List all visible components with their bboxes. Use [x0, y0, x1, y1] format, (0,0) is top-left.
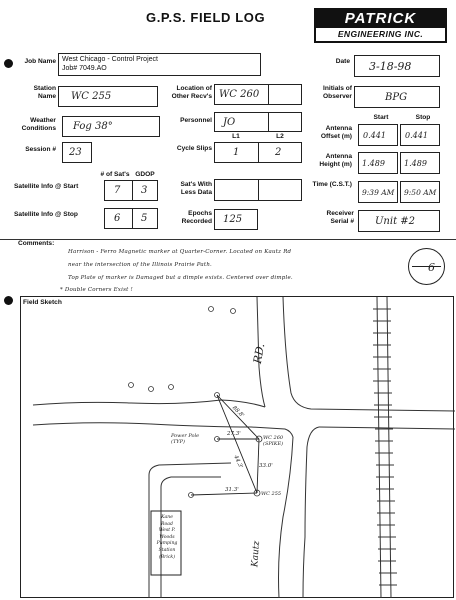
- antenna-offset-start-field[interactable]: [358, 124, 398, 146]
- comments-top-rule: [0, 239, 456, 240]
- antenna-height-start-field[interactable]: [358, 152, 398, 174]
- receiver-serial-label: Receiver Serial #: [326, 210, 354, 225]
- time-label: Time (C.S.T.): [312, 181, 352, 188]
- distance-1: 88.8': [230, 405, 245, 419]
- cycle-l2-header: L2: [276, 133, 284, 140]
- epochs-value: 125: [223, 214, 243, 225]
- job-name-value: West Chicago - Control Project: [62, 56, 158, 63]
- cycle-l1-header: L1: [232, 133, 240, 140]
- distance-4: 31.3': [225, 487, 239, 493]
- comment-circle-number: 6: [428, 261, 435, 274]
- job-number-value: Job# 7049.AO: [62, 65, 107, 72]
- weather-field[interactable]: [62, 116, 160, 137]
- antenna-height-label: Antenna Height (m): [319, 153, 352, 168]
- time-start-value: 9:39 AM: [362, 188, 395, 197]
- sats-less-data-field[interactable]: [214, 179, 302, 201]
- comment-line-3: Top Plate of marker is Damaged but a dimple exists. Centered over dimple.: [68, 275, 293, 281]
- sat-start-sats-value: 7: [114, 185, 121, 196]
- other-recv-value: WC 260: [219, 89, 260, 100]
- road-name-kautz: Kautz: [250, 540, 263, 568]
- sign-line-2: Road: [161, 521, 173, 527]
- job-name-label: Job Name: [24, 58, 56, 65]
- cycle-l1-value: 1: [233, 147, 240, 158]
- field-sketch-drawing: [21, 297, 455, 599]
- epochs-label: Epochs Recorded: [181, 210, 212, 225]
- sign-line-7: (Brick): [159, 554, 175, 560]
- road-label: RD.: [250, 342, 268, 365]
- weather-label: Weather Conditions: [21, 117, 56, 132]
- station-name-label: Station Name: [33, 85, 56, 100]
- gdop-column-header: GDOP: [135, 171, 155, 178]
- job-name-field[interactable]: [58, 53, 261, 76]
- sign-line-4: Woods: [159, 534, 175, 540]
- date-value: 3-18-98: [369, 60, 412, 73]
- antenna-offset-label: Antenna Offset (m): [320, 125, 352, 140]
- sat-start-gdop-value: 3: [141, 185, 148, 196]
- distance-5: 44.3': [232, 454, 244, 470]
- receiver-serial-value: Unit #2: [375, 216, 416, 227]
- sat-stop-sats-value: 6: [114, 213, 121, 224]
- weather-value: Fog 38°: [73, 121, 113, 132]
- personnel-field[interactable]: [214, 112, 302, 132]
- antenna-start-header: Start: [373, 114, 389, 121]
- comment-circle: [408, 248, 445, 285]
- comments-label: Comments:: [18, 240, 55, 247]
- session-value: 23: [69, 147, 82, 158]
- time-stop-value: 9:50 AM: [404, 188, 437, 197]
- form-title: G.P.S. FIELD LOG: [146, 10, 266, 25]
- personnel-value: JO: [223, 117, 236, 128]
- personnel-label: Personnel: [180, 117, 212, 124]
- sat-info-stop-field[interactable]: [104, 208, 158, 229]
- initials-field[interactable]: [354, 86, 440, 108]
- antenna-offset-stop-value: 0.441: [405, 131, 428, 140]
- logo-line1: PATRICK: [316, 10, 445, 28]
- time-stop-field[interactable]: [400, 181, 440, 203]
- sats-less-data-label: Sat's With Less Data: [180, 181, 212, 196]
- sign-line-6: Station: [158, 547, 176, 553]
- power-pole-label: Power Pole (TYP): [171, 433, 200, 445]
- building-sign: [153, 515, 181, 561]
- sat-info-start-field[interactable]: [104, 180, 158, 201]
- date-field[interactable]: [354, 55, 440, 77]
- logo-line2: ENGINEERING INC.: [337, 29, 424, 39]
- cycle-slips-field[interactable]: [214, 142, 302, 163]
- antenna-height-stop-value: 1.489: [404, 159, 427, 168]
- epochs-field[interactable]: [214, 209, 258, 230]
- comment-line-2: near the intersection of the Illinois Prairie Path.: [68, 262, 213, 268]
- comment-line-1: Harrison - Ferro Magnetic marker at Quarter-Corner. Located on Kautz Rd: [68, 249, 292, 255]
- initials-value: BPG: [385, 92, 408, 103]
- antenna-stop-header: Stop: [415, 114, 431, 121]
- cycle-slips-label: Cycle Slips: [176, 145, 212, 152]
- other-recv-label: Location of Other Recv's: [171, 85, 212, 100]
- sign-line-5: Pumping: [156, 541, 178, 547]
- company-logo: [314, 8, 447, 43]
- sat-info-stop-label: Satellite Info @ Stop: [14, 211, 78, 218]
- sign-line-1: Kane: [161, 515, 173, 520]
- antenna-offset-stop-field[interactable]: [400, 124, 440, 146]
- antenna-offset-start-value: 0.441: [363, 131, 386, 140]
- sat-info-start-label: Satellite Info @ Start: [14, 183, 79, 190]
- station-name-value: WC 255: [71, 91, 112, 102]
- registration-dot-top: [4, 59, 13, 68]
- registration-dot-bottom: [4, 296, 13, 305]
- time-start-field[interactable]: [358, 181, 398, 203]
- field-sketch-label: Field Sketch: [23, 299, 62, 306]
- antenna-height-stop-field[interactable]: [400, 152, 440, 174]
- antenna-height-start-value: 1.489: [362, 159, 385, 168]
- field-sketch-area[interactable]: [20, 296, 454, 598]
- comment-line-4: * Double Corners Exist !: [60, 287, 133, 293]
- date-label: Date: [335, 58, 350, 65]
- session-label: Session #: [25, 146, 56, 153]
- cycle-l2-value: 2: [275, 147, 282, 158]
- station-name-field[interactable]: [58, 86, 158, 107]
- wc255-label: WC 255: [261, 491, 282, 497]
- initials-label: Initials of Observer: [323, 85, 352, 100]
- other-recv-field[interactable]: [214, 84, 302, 105]
- sat-stop-gdop-value: 5: [141, 213, 148, 224]
- distance-2: 27.3': [227, 431, 241, 437]
- distance-3: 33.0': [259, 463, 273, 469]
- wc260-label: WC 260 (SPIKE): [263, 435, 284, 447]
- session-field[interactable]: [62, 142, 92, 163]
- sats-column-header: # of Sat's: [100, 171, 130, 178]
- sign-line-3: West P.: [158, 528, 176, 534]
- receiver-serial-field[interactable]: [358, 210, 440, 232]
